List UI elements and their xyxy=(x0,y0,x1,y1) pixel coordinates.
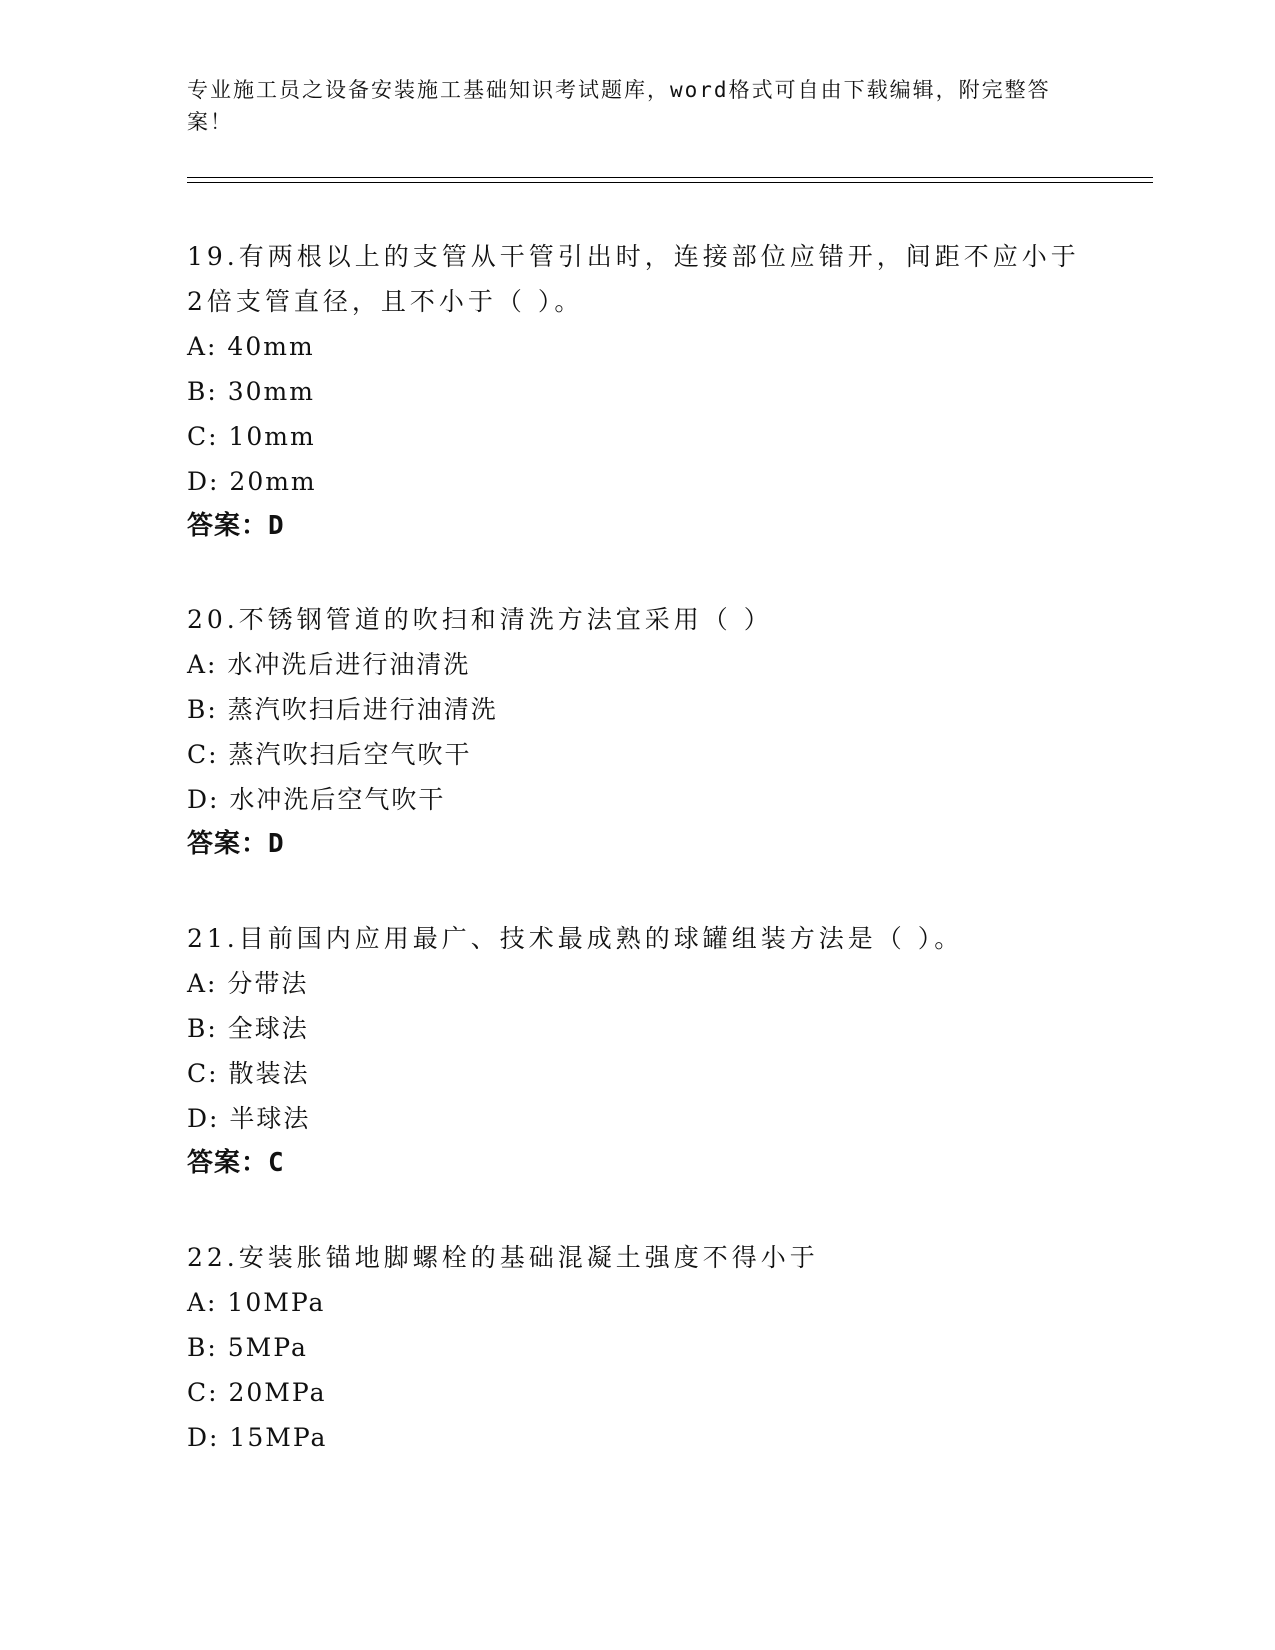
option-a: A: 水冲洗后进行油清洗 xyxy=(187,650,471,679)
option-a: A: 40mm xyxy=(187,332,315,361)
option-c: C: 10mm xyxy=(187,422,316,451)
header-divider-bottom xyxy=(187,182,1153,183)
answer: 答案：D xyxy=(187,829,285,859)
question-stem: 20.不锈钢管道的吹扫和清洗方法宜采用（ ） xyxy=(187,605,773,634)
option-c: C: 20MPa xyxy=(187,1378,327,1407)
question-stem: 19.有两根以上的支管从干管引出时，连接部位应错开，间距不应小于2倍支管直径，且不小于（ ）。 xyxy=(187,242,1080,316)
answer: 答案：C xyxy=(187,1148,285,1178)
answer: 答案：D xyxy=(187,511,285,541)
option-b: B: 蒸汽吹扫后进行油清洗 xyxy=(187,695,498,724)
header-divider-top xyxy=(187,177,1153,178)
option-b: B: 全球法 xyxy=(187,1014,309,1043)
option-a: A: 分带法 xyxy=(187,969,309,998)
question-19 xyxy=(187,234,1087,549)
option-c: C: 散装法 xyxy=(187,1059,310,1088)
option-a: A: 10MPa xyxy=(187,1288,326,1317)
question-stem: 22.安装胀锚地脚螺栓的基础混凝土强度不得小于 xyxy=(187,1243,819,1272)
document-header: 专业施工员之设备安装施工基础知识考试题库，word格式可自由下载编辑，附完整答案！ xyxy=(187,78,1051,134)
question-20 xyxy=(187,597,1087,867)
option-d: D: 半球法 xyxy=(187,1104,311,1133)
option-b: B: 30mm xyxy=(187,377,315,406)
question-stem: 21.目前国内应用最广、技术最成熟的球罐组装方法是（ ）。 xyxy=(187,924,964,953)
option-d: D: 15MPa xyxy=(187,1423,328,1452)
option-d: D: 20mm xyxy=(187,467,317,496)
option-d: D: 水冲洗后空气吹干 xyxy=(187,785,446,814)
question-22 xyxy=(187,1235,1087,1460)
option-c: C: 蒸汽吹扫后空气吹干 xyxy=(187,740,472,769)
question-21 xyxy=(187,916,1087,1186)
option-b: B: 5MPa xyxy=(187,1333,308,1362)
